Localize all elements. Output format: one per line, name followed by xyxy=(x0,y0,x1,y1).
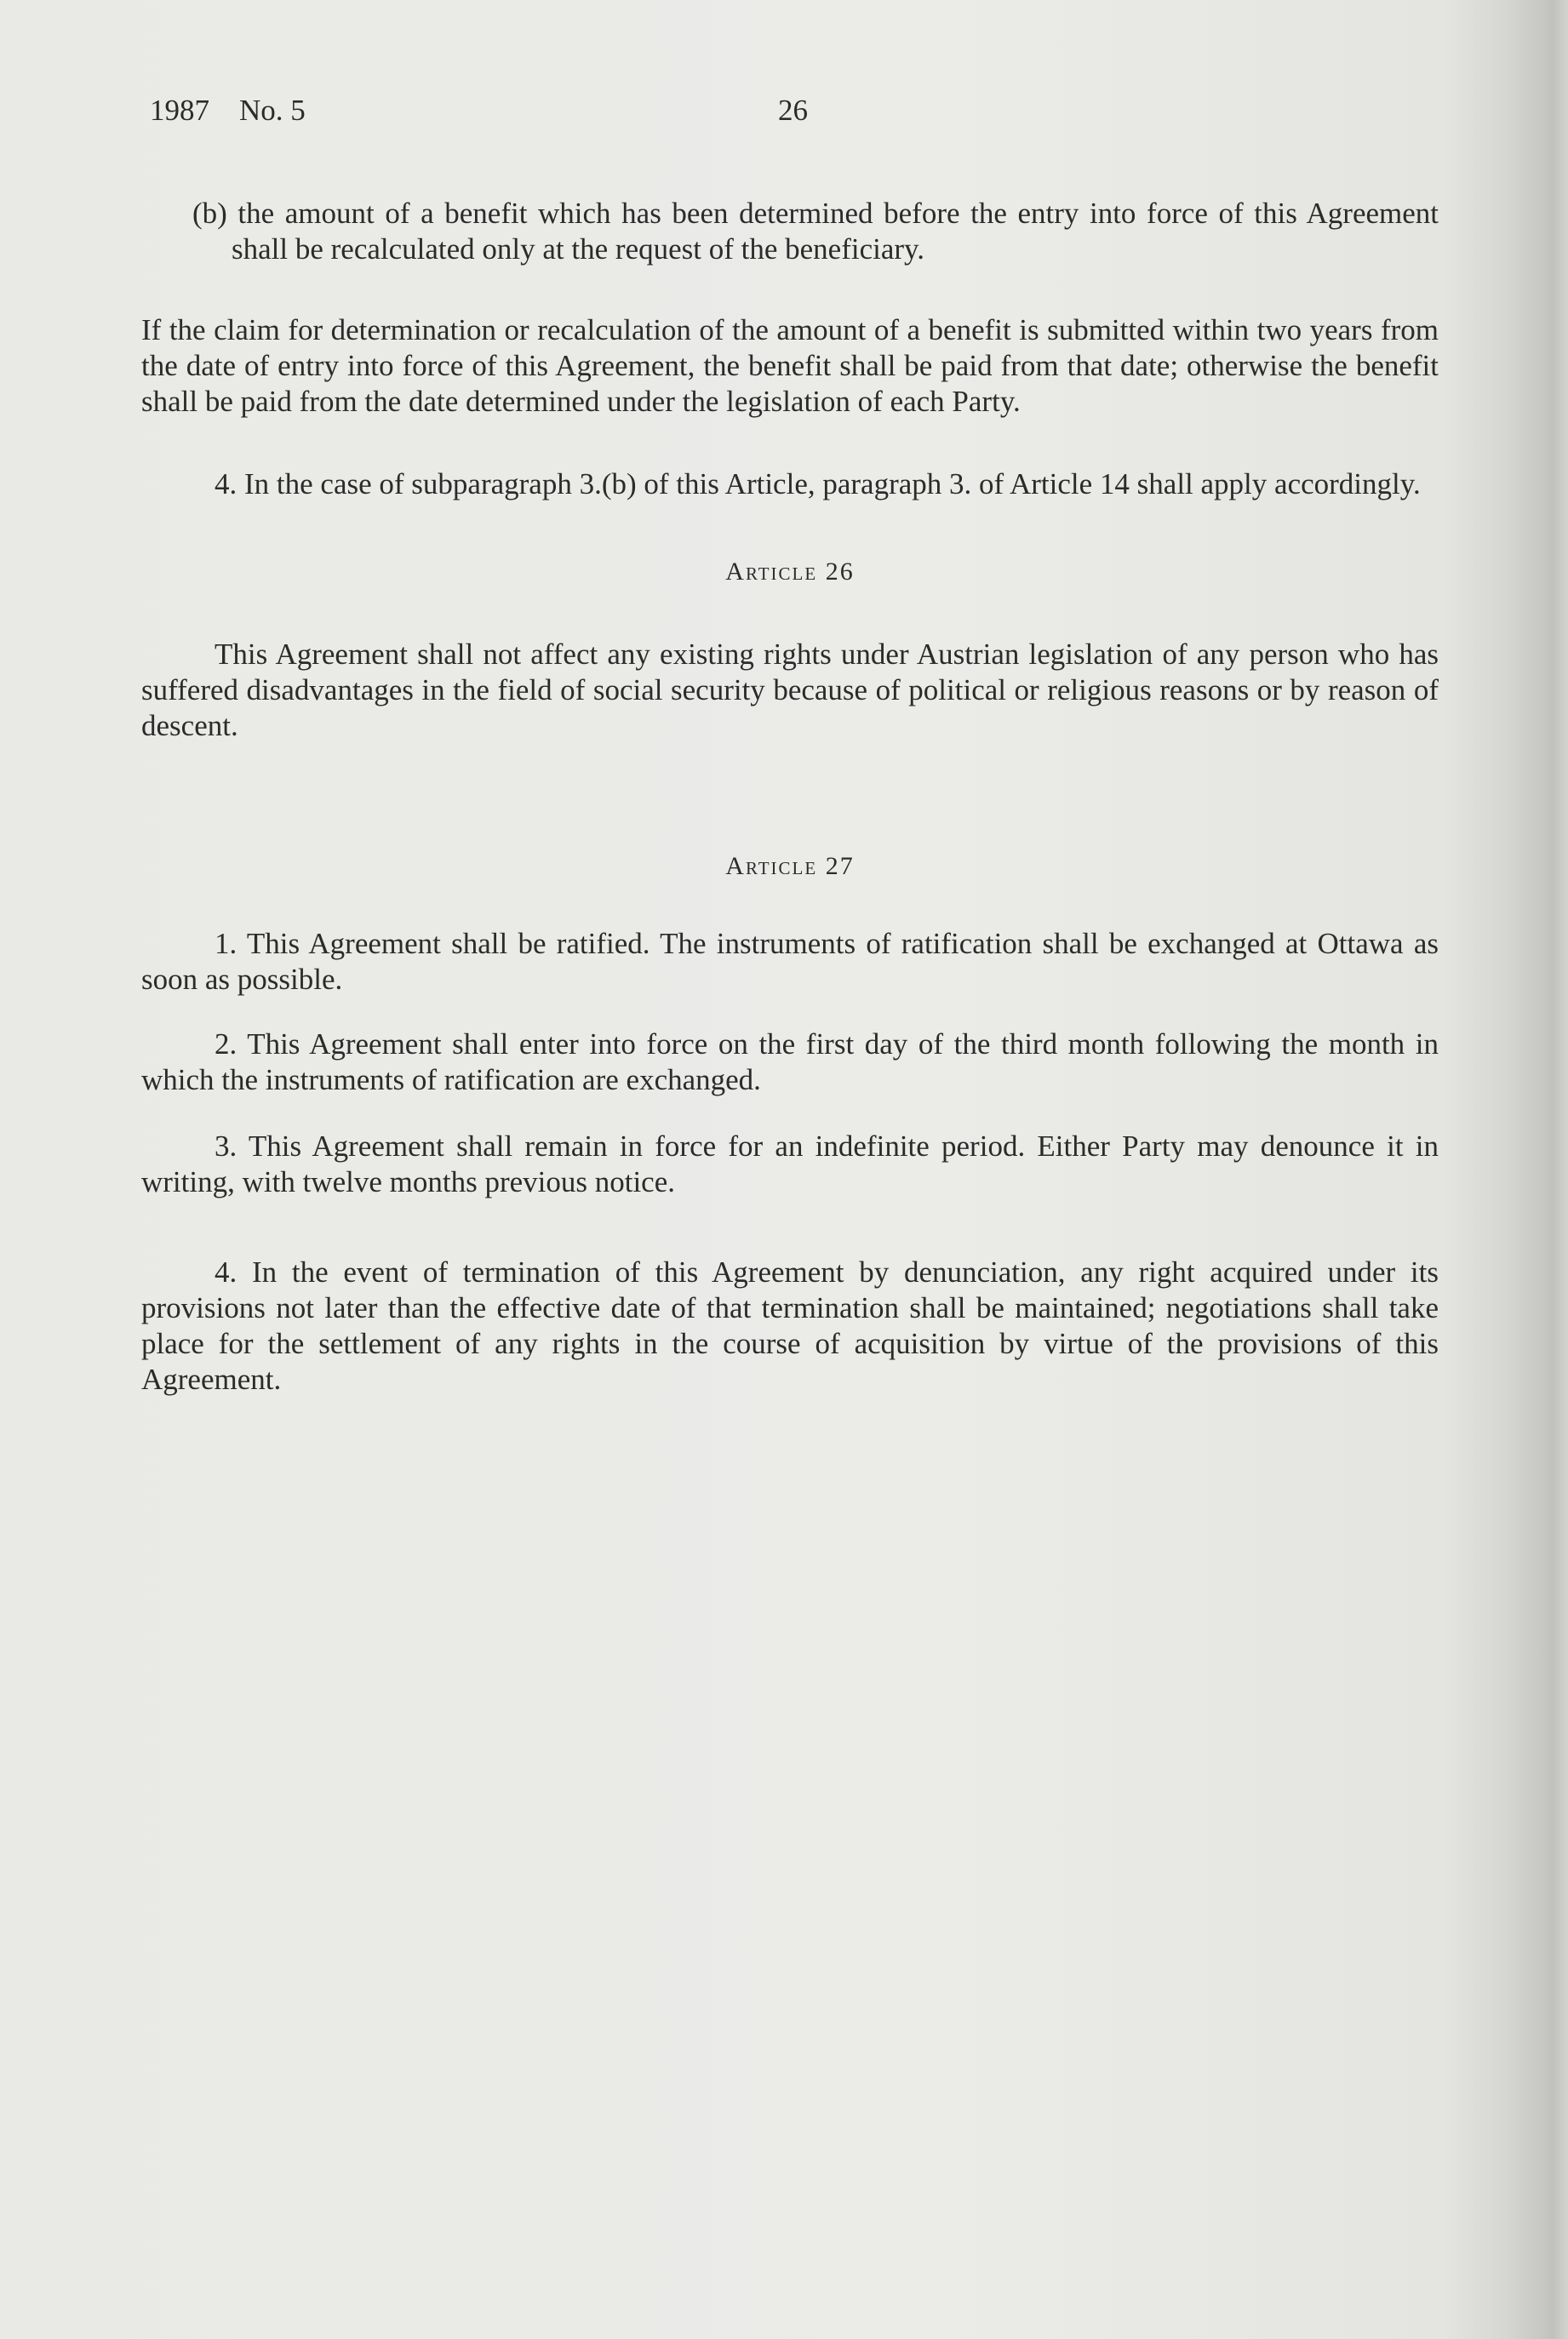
subparagraph-b: (b) the amount of a benefit which has been determined before the entry into force of this Agreement shall be recalculated only at the request of the beneficiary. xyxy=(192,197,1439,266)
article-26-heading: Article 26 xyxy=(725,558,855,586)
article-27-paragraph-4: 4. In the event of termination of this Agreement by denunciation, any right acquired under its provisions not later than the effective date of that termination shall be maintained; negotiations shall take place for the settlement of any rights in the course of acquisition by virtue of the provisions of this Agreement. xyxy=(141,1255,1439,1396)
paragraph-4: 4. In the case of subparagraph 3.(b) of this Article, paragraph 3. of Article 14 shall apply accordingly. xyxy=(215,467,1421,500)
page-number: 26 xyxy=(778,94,808,127)
article-27-paragraph-2: 2. This Agreement shall enter into force on the first day of the third month following the month in which the instruments of ratification are exchanged. xyxy=(141,1027,1439,1096)
year-and-number: 1987 No. 5 xyxy=(150,94,306,127)
article-27-heading: Article 27 xyxy=(725,852,855,880)
claim-paragraph: If the claim for determination or recalculation of the amount of a benefit is submitted within two years from the date of entry into force of this Agreement, the benefit shall be paid from that date; otherwise the benefit shall be paid from the date determined under the legislation of each Party. xyxy=(141,313,1439,418)
article-26-text: This Agreement shall not affect any existing rights under Austrian legislation of any person who has suffered disadvantages in the field of social security because of political or religious reasons or by reason of descent. xyxy=(141,638,1439,742)
document-body xyxy=(141,196,1439,1398)
binding-shadow xyxy=(1537,0,1568,2339)
article-27-paragraph-3: 3. This Agreement shall remain in force for an indefinite period. Either Party may denounce it in writing, with twelve months previous notice. xyxy=(141,1129,1439,1198)
article-27-paragraph-1: 1. This Agreement shall be ratified. The instruments of ratification shall be exchanged at Ottawa as soon as possible. xyxy=(141,927,1439,996)
